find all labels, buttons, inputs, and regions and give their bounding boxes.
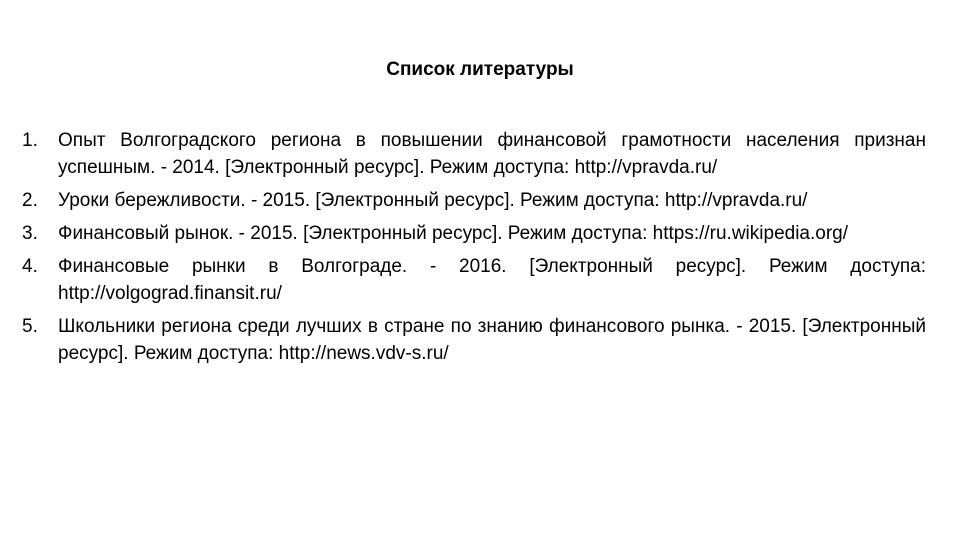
list-item-number: 5. [22,316,38,337]
list-item-number: 4. [22,256,38,277]
list-item-text: Финансовые рынки в Волгограде. - 2016. [Электронный ресурс]. Режим доступа: http://volgograd.finansit.ru/ [58,256,926,304]
list-item [22,127,926,181]
list-item-text: Опыт Волгоградского региона в повышении финансовой грамотности населения признан успешным. - 2014. [Электронный ресурс]. Режим доступа: http://vpravda.ru/ [58,130,926,178]
list-item-number: 2. [22,190,38,211]
reference-list [22,127,926,373]
list-item-number: 3. [22,223,38,244]
list-item [22,313,926,367]
list-item [22,220,926,247]
list-item [22,187,926,214]
list-item-number: 1. [22,130,38,151]
list-item-text: Школьники региона среди лучших в стране по знанию финансового рынка. - 2015. [Электронный ресурс]. Режим доступа: http://news.vdv-s.ru/ [58,316,926,364]
page-title: Список литературы [386,59,574,80]
list-item [22,253,926,307]
list-item-text: Уроки бережливости. - 2015. [Электронный ресурс]. Режим доступа: http://vpravda.ru/ [58,190,808,211]
list-item-text: Финансовый рынок. - 2015. [Электронный ресурс]. Режим доступа: https://ru.wikipedia.org/ [58,223,849,244]
